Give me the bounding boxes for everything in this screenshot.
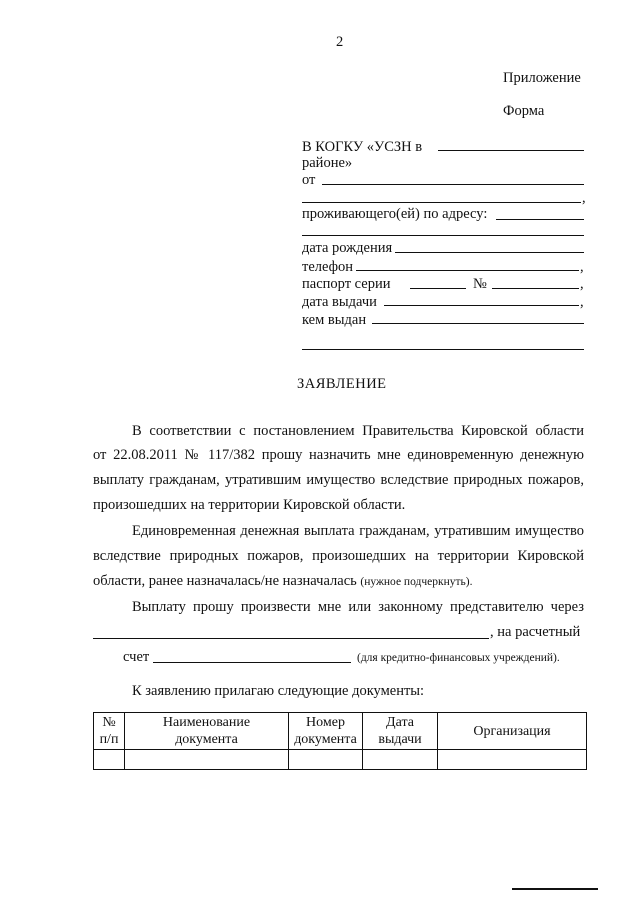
addressee-line1: В КОГКУ «УСЗН в xyxy=(302,139,423,155)
birth-date-field[interactable] xyxy=(395,252,584,253)
phone-label: телефон xyxy=(302,259,354,275)
account-label: счет xyxy=(123,649,150,665)
underline-note: (нужное подчеркнуть). xyxy=(360,576,473,588)
account-note: (для кредитно-финансовых учреждений). xyxy=(357,652,560,664)
paragraph-line: от 22.08.2011 № 117/382 прошу назначить мне единовременную денежную xyxy=(93,447,584,463)
table-cell[interactable] xyxy=(94,750,125,770)
column-header-organization xyxy=(438,713,587,750)
table-row xyxy=(94,750,587,770)
header-text: п/п xyxy=(99,732,119,747)
passport-number-field[interactable] xyxy=(492,288,579,289)
form-label: Форма xyxy=(503,103,545,119)
address-label: проживающего(ей) по адресу: xyxy=(302,206,488,222)
document-title: ЗАЯВЛЕНИЕ xyxy=(297,376,387,392)
comma: , xyxy=(582,190,586,206)
from-label: от xyxy=(302,172,316,188)
passport-series-field[interactable] xyxy=(410,288,466,289)
column-header-document-name xyxy=(125,713,289,750)
applicant-name-field-2[interactable] xyxy=(302,202,581,203)
paragraph-line: вследствие природных пожаров, произошедших на территории Кировской xyxy=(93,548,584,564)
column-header-number xyxy=(94,713,125,750)
paragraph-line: Выплату прошу произвести мне или законному представителю через xyxy=(132,599,584,615)
table-header-row xyxy=(94,713,587,750)
table-cell[interactable] xyxy=(438,750,587,770)
attachments-intro: К заявлению прилагаю следующие документы: xyxy=(132,683,425,699)
comma: , xyxy=(580,294,584,310)
birth-date-label: дата рождения xyxy=(302,240,393,256)
applicant-name-field[interactable] xyxy=(322,184,584,185)
table-cell[interactable] xyxy=(125,750,289,770)
passport-number-label: № xyxy=(473,276,487,292)
paragraph-line: В соответствии с постановлением Правительства Кировской области xyxy=(132,423,584,439)
appendix-label: Приложение xyxy=(503,70,581,86)
footer-rule xyxy=(512,888,598,890)
column-header-document-number xyxy=(289,713,363,750)
addressee-line2: районе» xyxy=(302,155,353,171)
issue-date-label: дата выдачи xyxy=(302,294,377,310)
page-number: 2 xyxy=(336,34,344,50)
header-text: Наименование xyxy=(162,715,251,730)
header-text: Организация xyxy=(473,723,551,739)
paragraph-text: области, ранее назначалась/не назначалась xyxy=(93,573,357,589)
table-cell[interactable] xyxy=(289,750,363,770)
payment-channel-field[interactable] xyxy=(93,638,489,639)
header-text: № xyxy=(102,715,116,730)
issued-by-label: кем выдан xyxy=(302,312,367,328)
header-text: Дата xyxy=(386,715,414,730)
paragraph-line: выплату гражданам, утратившим имущество вследствие природных пожаров, xyxy=(93,472,584,488)
comma: , xyxy=(580,259,584,275)
issued-by-field-2[interactable] xyxy=(302,349,584,350)
paragraph-line-with-note xyxy=(93,573,472,590)
account-suffix: , на расчетный xyxy=(490,624,581,640)
issued-by-field[interactable] xyxy=(372,323,584,324)
paragraph-line: Единовременная денежная выплата гражданам, утратившим имущество xyxy=(132,523,584,539)
column-header-issue-date xyxy=(363,713,438,750)
paragraph-line: произошедших на территории Кировской области. xyxy=(93,497,406,513)
table-cell[interactable] xyxy=(363,750,438,770)
address-field[interactable] xyxy=(496,219,584,220)
phone-field[interactable] xyxy=(356,270,579,271)
header-text: документа xyxy=(294,732,357,747)
header-text: документа xyxy=(175,732,238,747)
district-field[interactable] xyxy=(438,150,584,151)
passport-series-label: паспорт серии xyxy=(302,276,391,292)
documents-table xyxy=(93,712,587,770)
account-number-field[interactable] xyxy=(153,662,351,663)
address-field-2[interactable] xyxy=(302,235,584,236)
header-text: выдачи xyxy=(378,732,422,747)
header-text: Номер xyxy=(306,715,345,730)
comma: , xyxy=(580,276,584,292)
issue-date-field[interactable] xyxy=(384,305,579,306)
